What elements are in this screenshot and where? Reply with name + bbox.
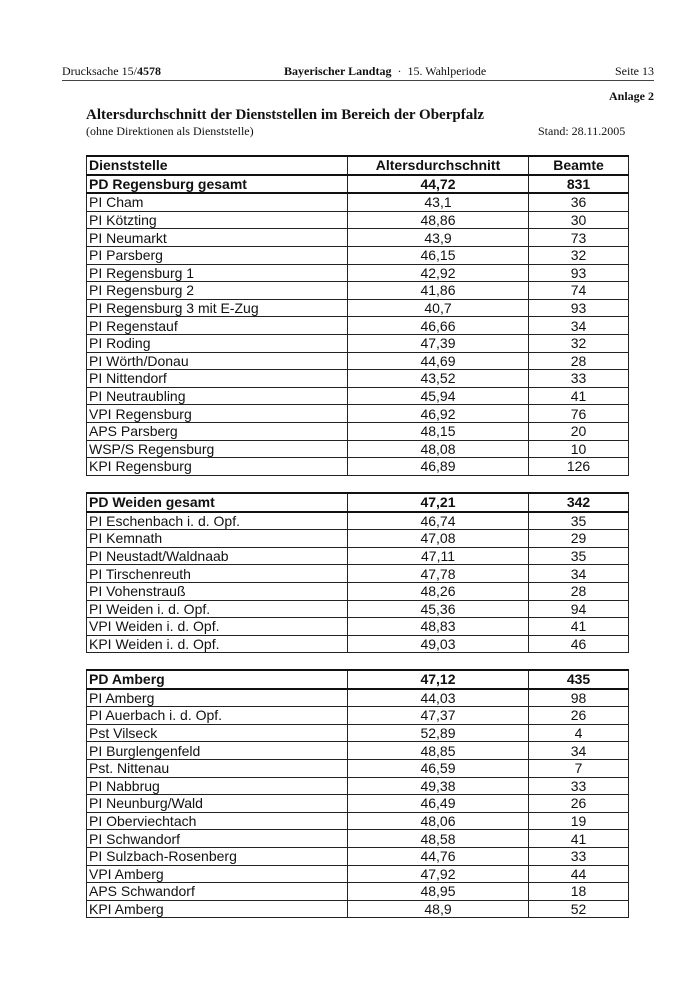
cell-beamte: 41 <box>529 387 629 405</box>
cell-beamte: 26 <box>529 707 629 725</box>
document-date: Stand: 28.11.2005 <box>538 124 626 138</box>
cell-altersdurchschnitt: 49,03 <box>348 635 529 653</box>
cell-beamte: 34 <box>529 742 629 760</box>
cell-altersdurchschnitt: 42,92 <box>348 264 529 282</box>
cell-dienststelle: PI Nittendorf <box>87 370 348 388</box>
table-row <box>87 689 629 707</box>
cell-beamte: 41 <box>529 618 629 636</box>
cell-dienststelle: PI Neustadt/Waldnaab <box>87 547 348 565</box>
drucksache-number: Drucksache 15/4578 <box>62 64 161 78</box>
cell-dienststelle: Dienststelle <box>87 156 348 175</box>
cell-altersdurchschnitt: 43,1 <box>348 193 529 211</box>
cell-dienststelle: PI Neutraubling <box>87 387 348 405</box>
cell-dienststelle: PI Oberviechtach <box>87 812 348 830</box>
cell-altersdurchschnitt: 47,92 <box>348 865 529 883</box>
cell-dienststelle: PI Regensburg 2 <box>87 282 348 300</box>
cell-beamte: 76 <box>529 405 629 423</box>
cell-dienststelle: PI Regensburg 1 <box>87 264 348 282</box>
cell-altersdurchschnitt: 47,78 <box>348 565 529 583</box>
cell-altersdurchschnitt: 47,08 <box>348 530 529 548</box>
cell-dienststelle: APS Schwandorf <box>87 883 348 901</box>
cell-dienststelle: APS Parsberg <box>87 422 348 440</box>
cell-beamte: 831 <box>529 175 629 194</box>
cell-beamte: 18 <box>529 883 629 901</box>
cell-beamte: 19 <box>529 812 629 830</box>
table-row <box>87 405 629 423</box>
table-row <box>87 900 629 918</box>
cell-dienststelle: PI Vohenstrauß <box>87 582 348 600</box>
cell-beamte: Beamte <box>529 156 629 175</box>
table-row <box>87 370 629 388</box>
table-row <box>87 883 629 901</box>
cell-altersdurchschnitt: 48,85 <box>348 742 529 760</box>
cell-altersdurchschnitt: 46,66 <box>348 317 529 335</box>
cell-altersdurchschnitt: 40,7 <box>348 299 529 317</box>
cell-beamte: 34 <box>529 317 629 335</box>
cell-beamte: 28 <box>529 352 629 370</box>
cell-beamte: 32 <box>529 334 629 352</box>
cell-beamte: 33 <box>529 777 629 795</box>
table-pd-amberg <box>86 669 629 918</box>
cell-altersdurchschnitt: 43,9 <box>348 229 529 247</box>
group-total-row <box>87 670 629 689</box>
cell-dienststelle: PI Kemnath <box>87 530 348 548</box>
cell-dienststelle: Pst. Nittenau <box>87 759 348 777</box>
table-row <box>87 317 629 335</box>
cell-beamte: 26 <box>529 795 629 813</box>
table-row <box>87 830 629 848</box>
cell-beamte: 7 <box>529 759 629 777</box>
table-row <box>87 229 629 247</box>
cell-altersdurchschnitt: 48,83 <box>348 618 529 636</box>
table-row <box>87 582 629 600</box>
cell-altersdurchschnitt: 45,36 <box>348 600 529 618</box>
cell-beamte: 98 <box>529 689 629 707</box>
cell-altersdurchschnitt: 46,74 <box>348 512 529 530</box>
cell-beamte: 73 <box>529 229 629 247</box>
cell-altersdurchschnitt: 44,03 <box>348 689 529 707</box>
cell-altersdurchschnitt: 47,39 <box>348 334 529 352</box>
table-row <box>87 422 629 440</box>
cell-beamte: 93 <box>529 299 629 317</box>
table-row <box>87 264 629 282</box>
document-title: Altersdurchschnitt der Dienststellen im Bereich der Oberpfalz <box>86 107 485 123</box>
table-row <box>87 547 629 565</box>
table-pd-regensburg <box>86 155 629 476</box>
cell-dienststelle: PI Burglengenfeld <box>87 742 348 760</box>
cell-dienststelle: VPI Amberg <box>87 865 348 883</box>
table-row <box>87 458 629 476</box>
cell-dienststelle: PI Parsberg <box>87 246 348 264</box>
table-row <box>87 635 629 653</box>
cell-beamte: 74 <box>529 282 629 300</box>
cell-altersdurchschnitt: 48,15 <box>348 422 529 440</box>
cell-dienststelle: PD Regensburg gesamt <box>87 175 348 194</box>
cell-altersdurchschnitt: 45,94 <box>348 387 529 405</box>
table-row <box>87 387 629 405</box>
table-row <box>87 299 629 317</box>
anlage-label: Anlage 2 <box>609 89 654 103</box>
cell-altersdurchschnitt: 43,52 <box>348 370 529 388</box>
cell-altersdurchschnitt: 48,86 <box>348 211 529 229</box>
table-row <box>87 211 629 229</box>
group-total-row <box>87 175 629 194</box>
cell-beamte: 52 <box>529 900 629 918</box>
cell-dienststelle: PI Roding <box>87 334 348 352</box>
cell-beamte: 33 <box>529 847 629 865</box>
cell-altersdurchschnitt: Altersdurchschnitt <box>348 156 529 175</box>
cell-beamte: 435 <box>529 670 629 689</box>
cell-dienststelle: Pst Vilseck <box>87 724 348 742</box>
cell-beamte: 32 <box>529 246 629 264</box>
cell-dienststelle: VPI Regensburg <box>87 405 348 423</box>
cell-beamte: 35 <box>529 512 629 530</box>
table-row <box>87 440 629 458</box>
cell-dienststelle: PI Tirschenreuth <box>87 565 348 583</box>
page-header <box>62 64 654 81</box>
cell-altersdurchschnitt: 44,76 <box>348 847 529 865</box>
cell-altersdurchschnitt: 48,26 <box>348 582 529 600</box>
table-row <box>87 530 629 548</box>
cell-altersdurchschnitt: 49,38 <box>348 777 529 795</box>
cell-altersdurchschnitt: 48,9 <box>348 900 529 918</box>
cell-beamte: 342 <box>529 493 629 512</box>
table-row <box>87 724 629 742</box>
cell-dienststelle: PI Regenstauf <box>87 317 348 335</box>
cell-dienststelle: PI Wörth/Donau <box>87 352 348 370</box>
cell-altersdurchschnitt: 48,06 <box>348 812 529 830</box>
cell-dienststelle: PI Neunburg/Wald <box>87 795 348 813</box>
cell-beamte: 20 <box>529 422 629 440</box>
cell-altersdurchschnitt: 46,92 <box>348 405 529 423</box>
cell-dienststelle: PI Nabbrug <box>87 777 348 795</box>
cell-altersdurchschnitt: 44,72 <box>348 175 529 194</box>
cell-beamte: 4 <box>529 724 629 742</box>
cell-altersdurchschnitt: 46,89 <box>348 458 529 476</box>
cell-dienststelle: KPI Regensburg <box>87 458 348 476</box>
cell-dienststelle: PI Schwandorf <box>87 830 348 848</box>
cell-beamte: 33 <box>529 370 629 388</box>
cell-dienststelle: PI Neumarkt <box>87 229 348 247</box>
cell-dienststelle: KPI Weiden i. d. Opf. <box>87 635 348 653</box>
cell-beamte: 36 <box>529 193 629 211</box>
cell-beamte: 10 <box>529 440 629 458</box>
cell-altersdurchschnitt: 48,58 <box>348 830 529 848</box>
cell-dienststelle: KPI Amberg <box>87 900 348 918</box>
table-row <box>87 759 629 777</box>
cell-altersdurchschnitt: 47,11 <box>348 547 529 565</box>
cell-dienststelle: PI Eschenbach i. d. Opf. <box>87 512 348 530</box>
table-row <box>87 334 629 352</box>
document-subtitle: (ohne Direktionen als Dienststelle) <box>86 124 254 138</box>
cell-altersdurchschnitt: 44,69 <box>348 352 529 370</box>
table-row <box>87 512 629 530</box>
cell-altersdurchschnitt: 47,21 <box>348 493 529 512</box>
table-row <box>87 600 629 618</box>
table-row <box>87 777 629 795</box>
table-row <box>87 246 629 264</box>
cell-beamte: 94 <box>529 600 629 618</box>
table-row <box>87 847 629 865</box>
page-number: Seite 13 <box>615 64 654 78</box>
cell-beamte: 46 <box>529 635 629 653</box>
cell-altersdurchschnitt: 46,15 <box>348 246 529 264</box>
cell-dienststelle: PD Amberg <box>87 670 348 689</box>
cell-beamte: 34 <box>529 565 629 583</box>
table-row <box>87 707 629 725</box>
cell-altersdurchschnitt: 46,49 <box>348 795 529 813</box>
cell-beamte: 126 <box>529 458 629 476</box>
cell-beamte: 44 <box>529 865 629 883</box>
table-header-row <box>87 156 629 175</box>
cell-altersdurchschnitt: 47,12 <box>348 670 529 689</box>
cell-dienststelle: WSP/S Regensburg <box>87 440 348 458</box>
cell-beamte: 93 <box>529 264 629 282</box>
cell-dienststelle: PI Cham <box>87 193 348 211</box>
cell-altersdurchschnitt: 46,59 <box>348 759 529 777</box>
table-row <box>87 352 629 370</box>
table-row <box>87 193 629 211</box>
cell-dienststelle: PI Weiden i. d. Opf. <box>87 600 348 618</box>
cell-dienststelle: PD Weiden gesamt <box>87 493 348 512</box>
cell-altersdurchschnitt: 47,37 <box>348 707 529 725</box>
table-row <box>87 565 629 583</box>
cell-altersdurchschnitt: 41,86 <box>348 282 529 300</box>
cell-dienststelle: PI Regensburg 3 mit E-Zug <box>87 299 348 317</box>
cell-altersdurchschnitt: 48,95 <box>348 883 529 901</box>
cell-beamte: 30 <box>529 211 629 229</box>
table-row <box>87 812 629 830</box>
table-row <box>87 795 629 813</box>
cell-dienststelle: PI Auerbach i. d. Opf. <box>87 707 348 725</box>
cell-altersdurchschnitt: 48,08 <box>348 440 529 458</box>
table-row <box>87 742 629 760</box>
cell-altersdurchschnitt: 52,89 <box>348 724 529 742</box>
table-pd-weiden <box>86 492 629 653</box>
cell-beamte: 41 <box>529 830 629 848</box>
publisher: Bayerischer Landtag · 15. Wahlperiode <box>284 64 487 78</box>
cell-dienststelle: PI Amberg <box>87 689 348 707</box>
cell-beamte: 28 <box>529 582 629 600</box>
table-row <box>87 282 629 300</box>
cell-beamte: 35 <box>529 547 629 565</box>
cell-dienststelle: PI Kötzting <box>87 211 348 229</box>
table-row <box>87 618 629 636</box>
cell-beamte: 29 <box>529 530 629 548</box>
cell-dienststelle: VPI Weiden i. d. Opf. <box>87 618 348 636</box>
cell-dienststelle: PI Sulzbach-Rosenberg <box>87 847 348 865</box>
group-total-row <box>87 493 629 512</box>
table-row <box>87 865 629 883</box>
